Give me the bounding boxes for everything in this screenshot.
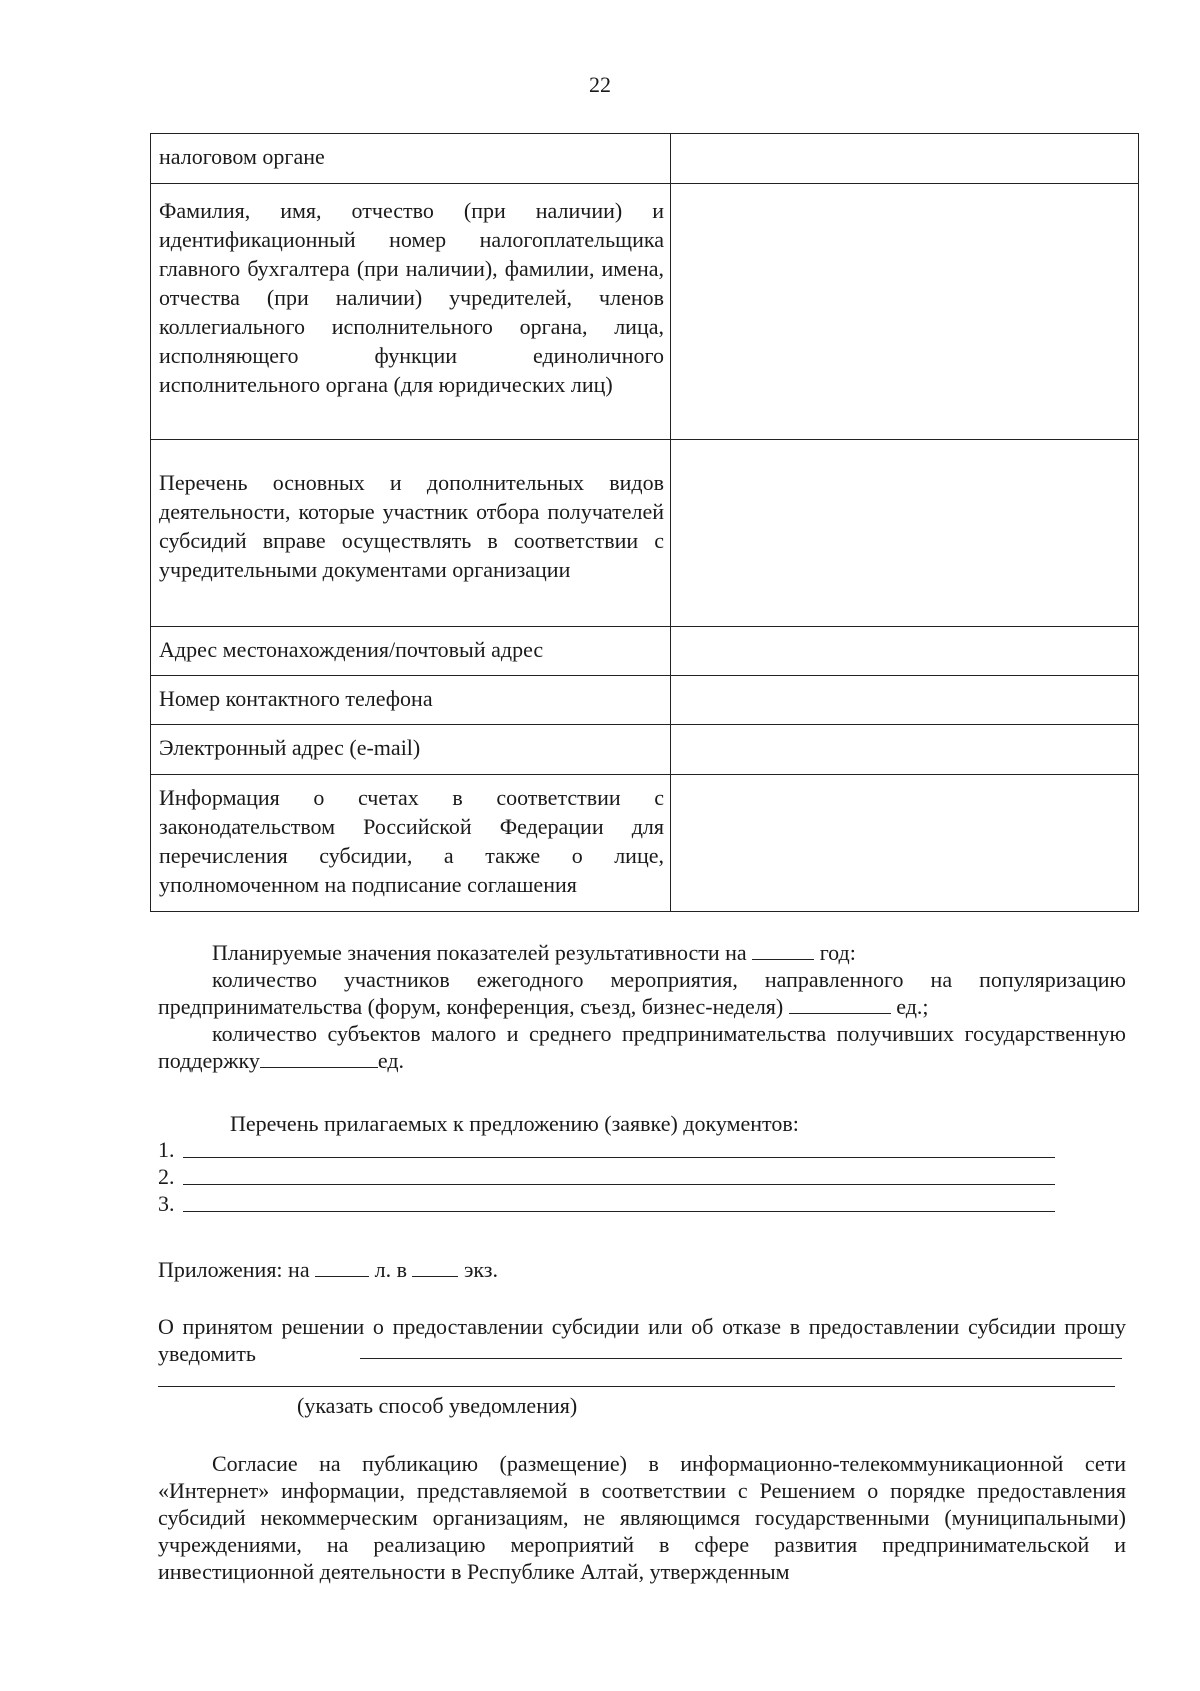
document-item-1: 1.	[158, 1137, 175, 1162]
row-value-field[interactable]	[671, 725, 1139, 775]
row-value-field[interactable]	[671, 440, 1139, 627]
row-label: Фамилия, имя, отчество (при наличии) и идентификационный номер налогоплательщика главного бухгалтера (при наличии), фамилии, имена, отчества (при наличии) учредителей, членов коллегиального исполнительного органа, лица, исполняющего функции единоличного исполнительного органа (для юридических лиц)	[151, 184, 671, 440]
notification-method-blank[interactable]	[360, 1358, 1122, 1359]
row-label: налоговом органе	[151, 134, 671, 184]
year-blank[interactable]	[752, 939, 814, 960]
participants-blank[interactable]	[789, 993, 891, 1014]
table-row	[151, 775, 1139, 912]
page-number: 22	[589, 72, 611, 97]
table-row	[151, 676, 1139, 725]
row-value-field[interactable]	[671, 184, 1139, 440]
table-row	[151, 627, 1139, 676]
attachments-line: Приложения: на л. в экз.	[158, 1257, 498, 1282]
indicator-year-line: Планируемые значения показателей результативности на год:	[212, 940, 856, 965]
row-label: Перечень основных и дополнительных видов деятельности, которые участник отбора получателей субсидий вправе осуществлять в соответствии с учредительными документами организации	[151, 440, 671, 627]
row-value-field[interactable]	[671, 775, 1139, 912]
applicant-info-table	[150, 133, 1139, 912]
indicators-section	[158, 939, 1126, 1074]
sheets-blank[interactable]	[315, 1256, 369, 1277]
table-row	[151, 440, 1139, 627]
row-value-field[interactable]	[671, 134, 1139, 184]
document-item-1-blank[interactable]	[183, 1157, 1055, 1158]
row-label: Номер контактного телефона	[151, 676, 671, 725]
notification-text: О принятом решении о предоставлении субсидии или об отказе в предоставлении субсидии прошу уведомить	[158, 1314, 1126, 1366]
consent-text: Согласие на публикацию (размещение) в информационно-телекоммуникационной сети «Интернет» информации, представляемой в соответствии с Решением о порядке предоставления субсидий некоммерческим организациям, не являющимся государственными (муниципальными) учреждениями, на реализацию мероприятий в сфере развития предпринимательской и инвестиционной деятельности в Республике Алтай, утвержденным	[158, 1451, 1126, 1584]
document-item-3-blank[interactable]	[183, 1211, 1055, 1212]
support-blank[interactable]	[260, 1047, 378, 1068]
indicator-support-line: количество субъектов малого и среднего предпринимательства получивших государственную поддержку ед.	[158, 1021, 1126, 1073]
notification-method-blank-2[interactable]	[158, 1386, 1115, 1387]
document-item-2: 2.	[158, 1164, 175, 1189]
indicator-participants-line: количество участников ежегодного мероприятия, направленного на популяризацию предпринимательства (форум, конференция, съезд, бизнес-неделя) ед.;	[158, 967, 1126, 1019]
table-row	[151, 725, 1139, 775]
row-label: Адрес местонахождения/почтовый адрес	[151, 627, 671, 676]
row-value-field[interactable]	[671, 627, 1139, 676]
copies-blank[interactable]	[412, 1256, 458, 1277]
row-label: Электронный адрес (e-mail)	[151, 725, 671, 775]
document-item-3: 3.	[158, 1191, 175, 1216]
row-value-field[interactable]	[671, 676, 1139, 725]
document-item-2-blank[interactable]	[183, 1184, 1055, 1185]
documents-heading: Перечень прилагаемых к предложению (заявке) документов:	[230, 1111, 799, 1136]
table-row	[151, 134, 1139, 184]
table-row	[151, 184, 1139, 440]
row-label: Информация о счетах в соответствии с законодательством Российской Федерации для перечисления субсидии, а также о лице, уполномоченном на подписание соглашения	[151, 775, 671, 912]
notification-caption: (указать способ уведомления)	[297, 1393, 578, 1418]
